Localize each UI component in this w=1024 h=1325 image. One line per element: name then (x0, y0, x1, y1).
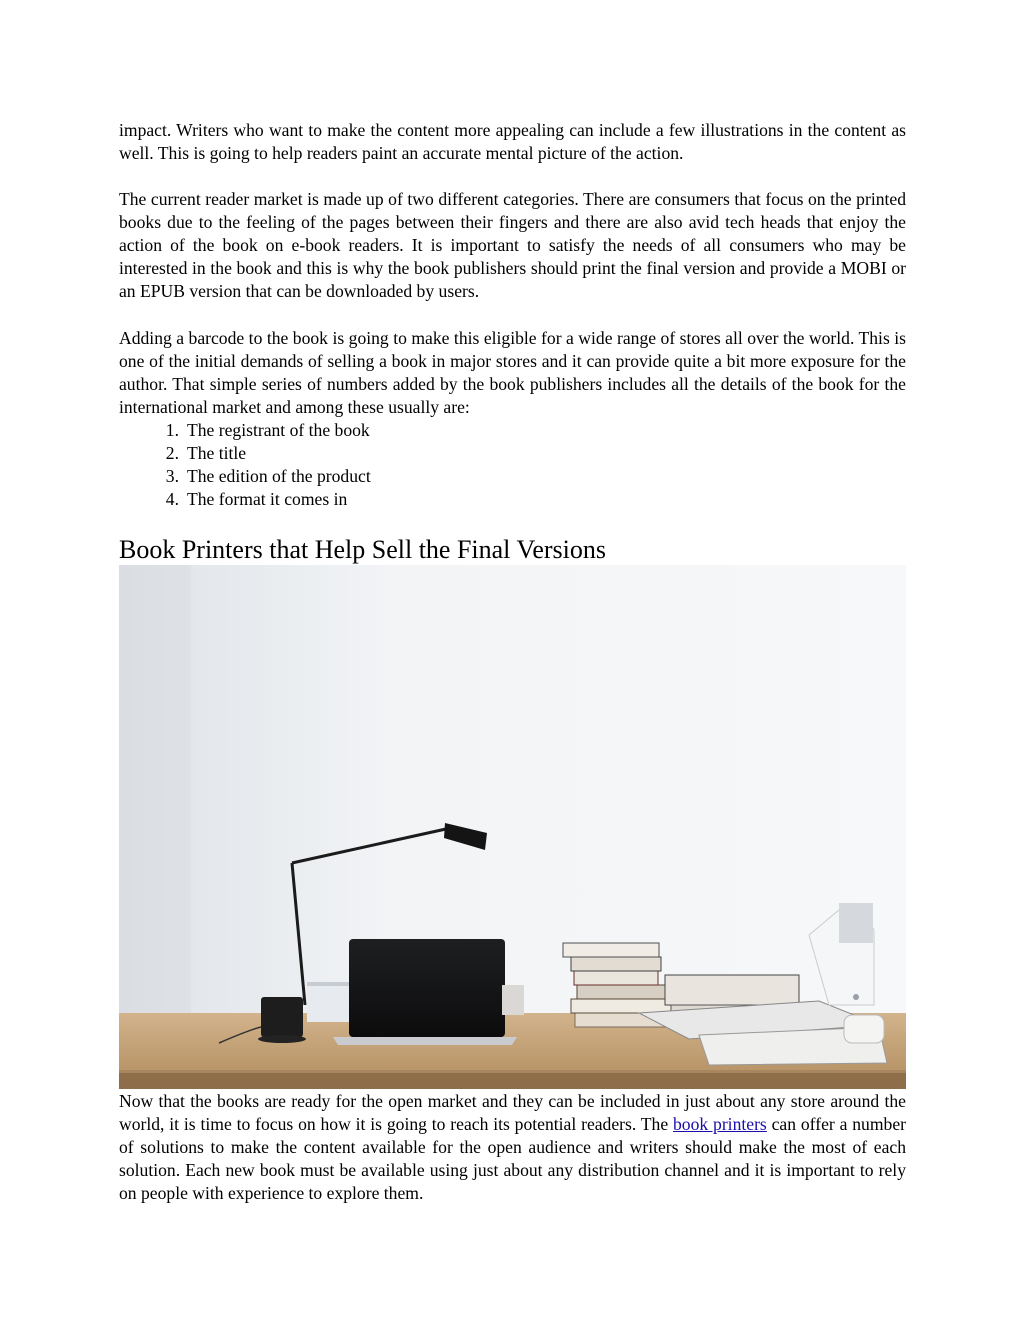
list-text: The edition of the product (187, 466, 371, 486)
desk-photo (119, 565, 906, 1089)
list-item (119, 442, 371, 465)
paragraph-barcode: Adding a barcode to the book is going to make this eligible for a wide range of stores all over the world. This is one of the initial demands of selling a book in major stores and it can provide quite a bit more exposure for the author. That simple series of numbers added by the book publishers includes all the details of the book for the international market and among these usually are: (119, 328, 906, 417)
list-number: 3. (165, 466, 179, 486)
list-number: 2. (165, 443, 179, 463)
paragraph-book-printers (119, 1090, 906, 1205)
section-heading: Book Printers that Help Sell the Final Versions (119, 535, 606, 564)
desk-illustration (119, 565, 906, 1089)
list-number: 4. (165, 489, 179, 509)
barcode-details-list (119, 419, 371, 511)
list-item (119, 488, 371, 511)
list-item (119, 465, 371, 488)
paragraph-reader-market: The current reader market is made up of two different categories. There are consumers that focus on the printed books due to the feeling of the pages between their fingers and there are also avid tech heads that enjoy the action of the book on e-book readers. It is important to satisfy the needs of all consumers who may be interested in the book and this is why the book publishers should print the final version and provide a MOBI or an EPUB version that can be downloaded by users. (119, 189, 906, 301)
book-printers-link[interactable]: book printers (673, 1114, 767, 1134)
list-text: The title (187, 443, 247, 463)
list-item (119, 419, 371, 442)
closing-text-after: can offer a number of solutions to make the content available for the open audience and writers should make the most of each solution. Each new book must be available using just about any distribution channel and it is important to rely on people with experience to explore them. (119, 1114, 906, 1203)
list-text: The registrant of the book (187, 420, 370, 440)
closing-text-before: Now that the books are ready for the open market and they can be included in just about any store around the world, it is time to focus on how it is going to reach its potential readers. The (119, 1091, 906, 1134)
paragraph-impact: impact. Writers who want to make the content more appealing can include a few illustrations in the content as well. This is going to help readers paint an accurate mental picture of the action. (119, 120, 906, 163)
list-number: 1. (165, 420, 179, 440)
list-text: The format it comes in (187, 489, 348, 509)
